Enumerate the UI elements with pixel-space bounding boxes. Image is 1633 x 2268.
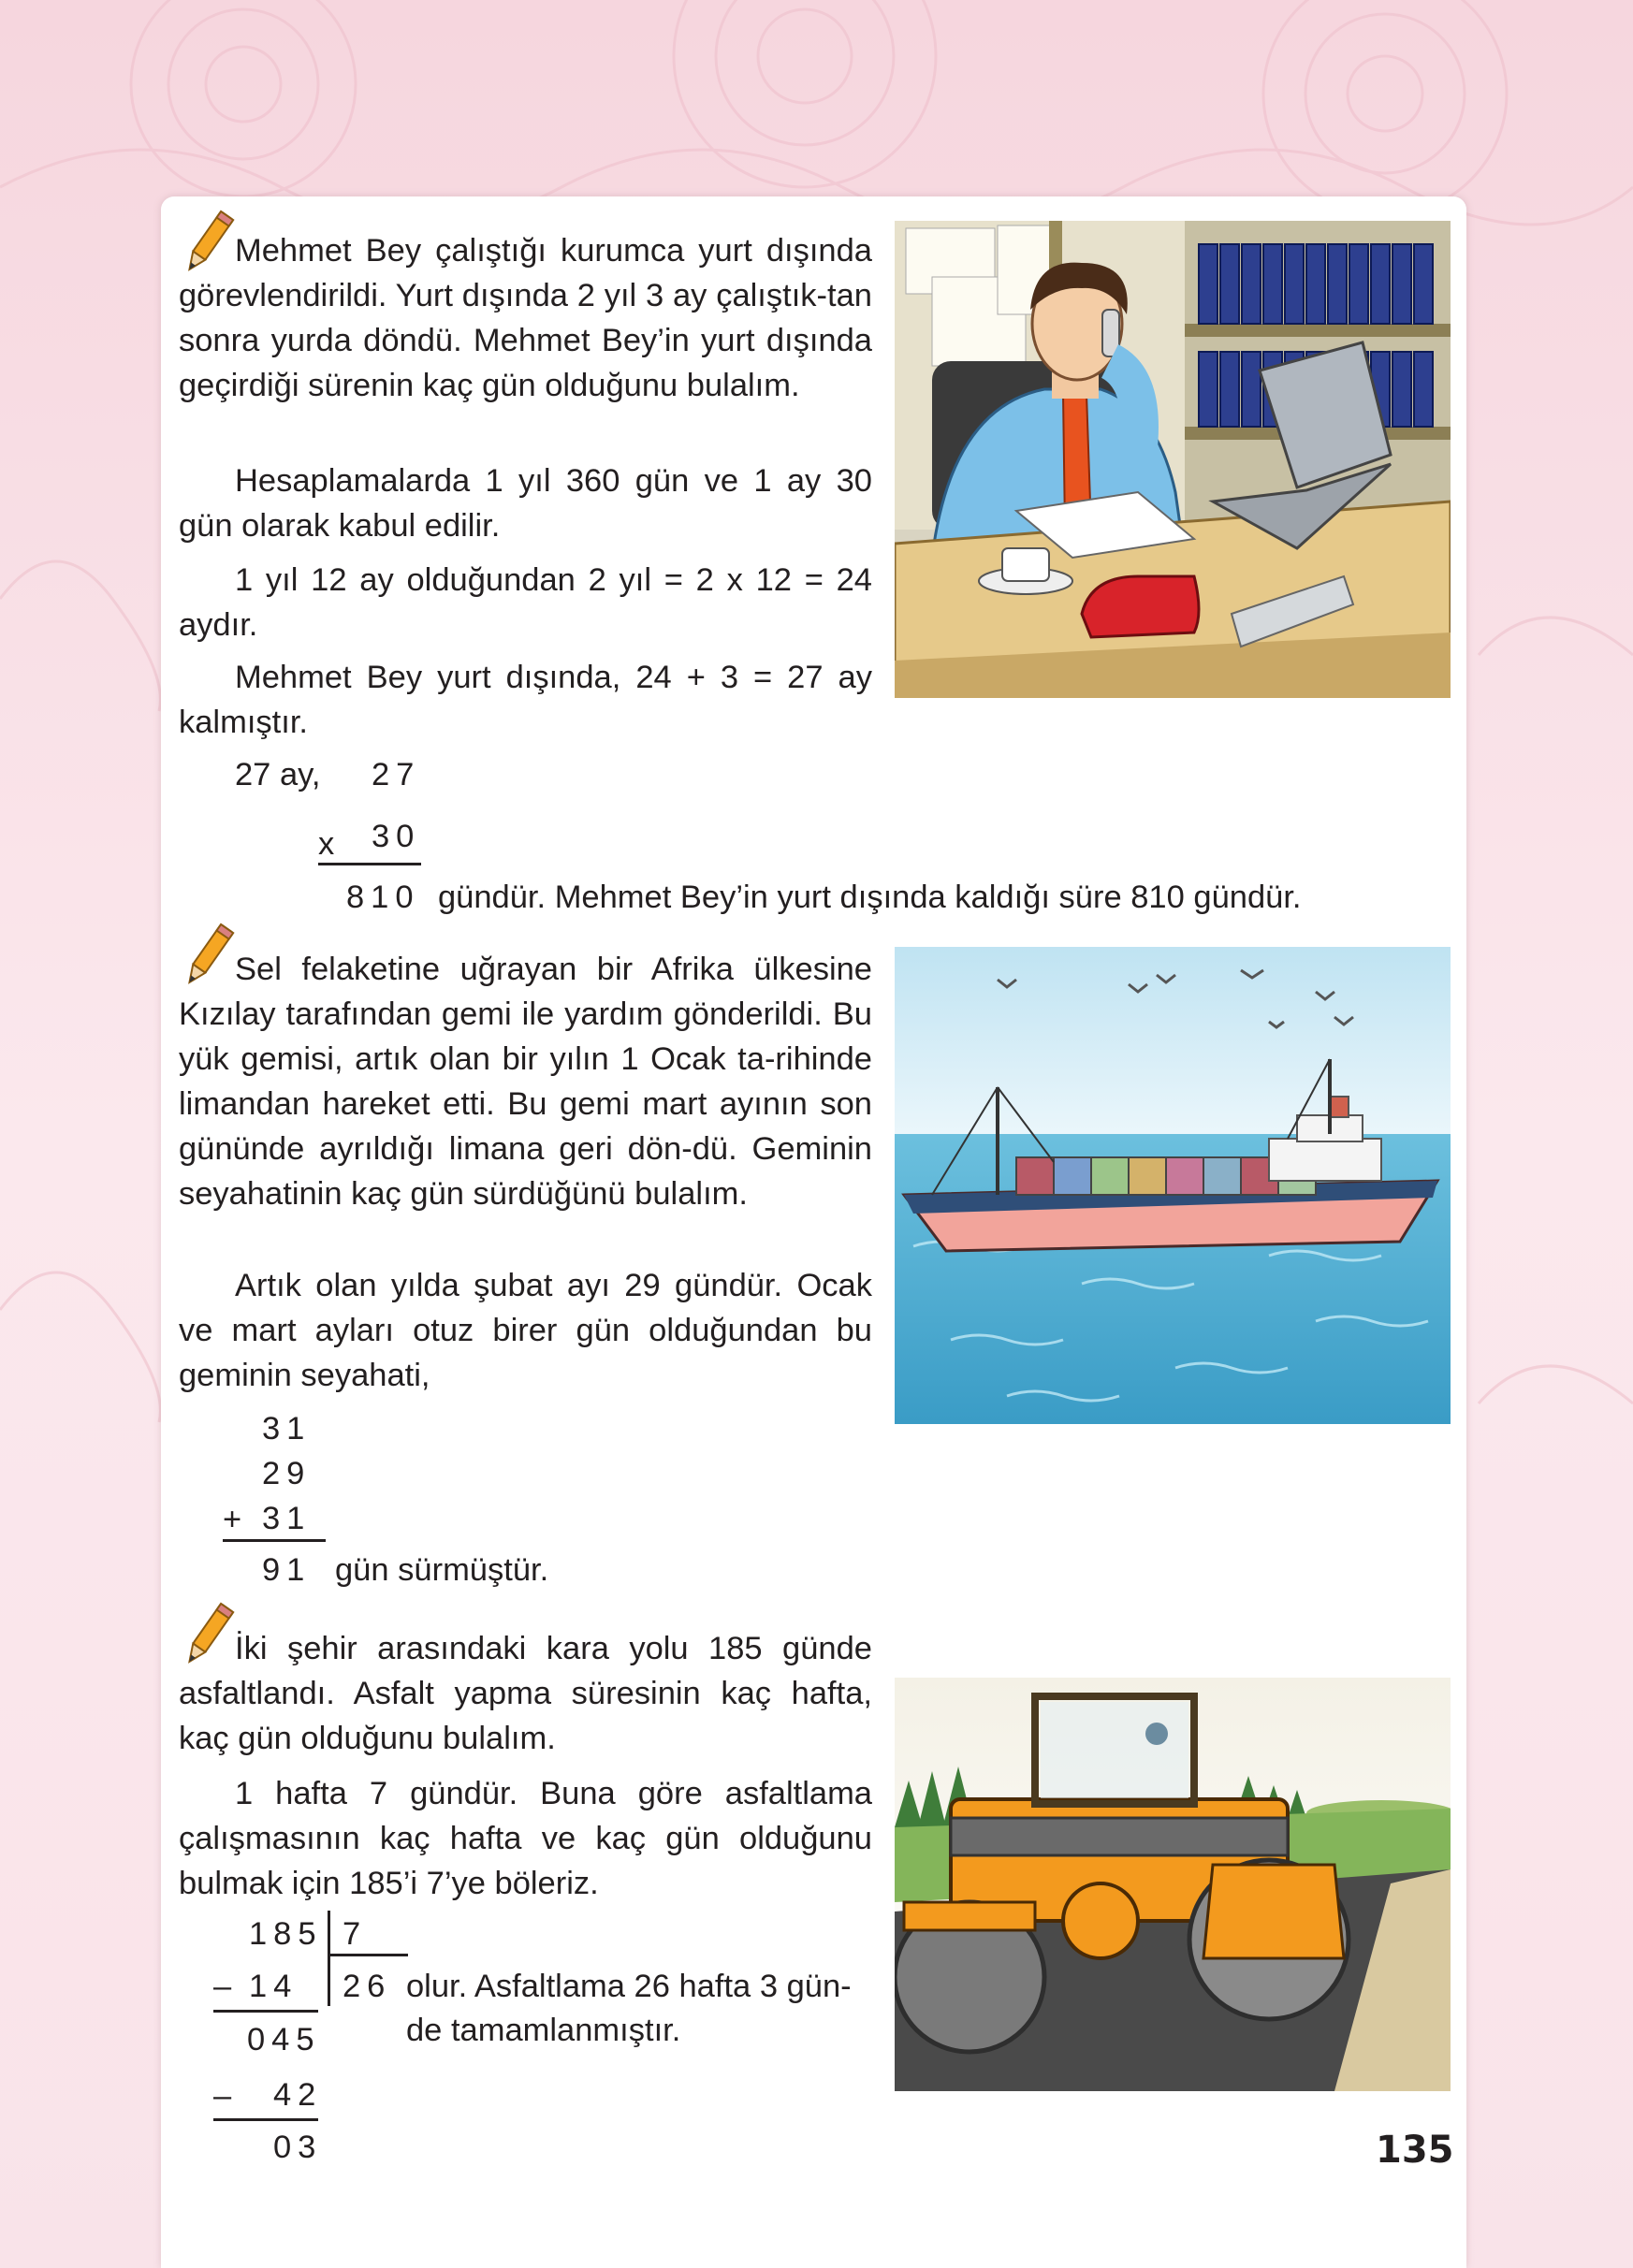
- calc2-addend-3: 31: [262, 1501, 312, 1536]
- division-quotient: 26: [343, 1969, 392, 2004]
- division-remainder-1: 045: [247, 2022, 321, 2057]
- problem1-total-months: Mehmet Bey yurt dışında, 24 + 3 = 27 ay kalmıştır.: [179, 660, 872, 740]
- office-man-illustration: [895, 221, 1451, 698]
- problem2-explanation: Artık olan yılda şubat ayı 29 gündür. Ocak ve mart ayları otuz birer gün olduğundan bu geminin seyahati,: [179, 1268, 872, 1393]
- division-divisor: 7: [343, 1916, 361, 1952]
- division-divisor-rule: [328, 1954, 408, 1956]
- division-sub-2: 42: [273, 2077, 323, 2113]
- division-remainder-2: 03: [273, 2130, 323, 2165]
- division-minus-1: –: [213, 1969, 232, 2004]
- problem1-assumption: Hesaplamalarda 1 yıl 360 gün ve 1 ay 30 gün olarak kabul edilir.: [179, 463, 872, 544]
- problem2-intro: Sel felaketine uğrayan bir Afrika ülkesine Kızılay tarafından gemi ile yardım gönderildi. Bu yük gemisi, artık olan bir yılın 1 Ocak ta-rihinde limandan hareket etti. Bu gemi mart ayının son gününde ayrıldığı limana geri dön-dü. Geminin seyahatinin kaç gün sürdüğünü bulalım.: [179, 952, 872, 1212]
- problem1-months: 1 yıl 12 ay olduğundan 2 yıl = 2 x 12 = 24 aydır.: [179, 562, 872, 643]
- division-sub-1: 14: [249, 1969, 299, 2004]
- calc1-multiplicand: 27: [372, 757, 421, 792]
- calc1-operator: x: [318, 826, 335, 862]
- calc2-rule: [223, 1539, 326, 1542]
- calc1-result-text: gündür. Mehmet Bey’in yurt dışında kaldığı süre 810 gündür.: [438, 880, 1302, 915]
- problem1-intro: Mehmet Bey çalıştığı kurumca yurt dışında görevlendirildi. Yurt dışında 2 yıl 3 ay çalıştık-tan sonra yurda döndü. Mehmet Bey’in yurt dışında geçirdiği sürenin kaç gün olduğunu bulalım.: [179, 233, 872, 403]
- division-rule-2: [213, 2118, 318, 2121]
- calc2-addend-1: 31: [262, 1411, 312, 1447]
- calc1-multiplier: 30: [372, 819, 421, 854]
- division-rule-1: [213, 2010, 318, 2013]
- calc2-addend-2: 29: [262, 1456, 312, 1491]
- calc1-result: 810: [346, 880, 420, 915]
- problem3-intro: İki şehir arasındaki kara yolu 185 günde asfaltlandı. Asfalt yapma süresinin kaç hafta, kaç gün olduğunu bulalım.: [179, 1631, 872, 1756]
- road-roller-illustration: [895, 1678, 1451, 2091]
- cargo-ship-illustration: [895, 947, 1451, 1424]
- calc1-rule: [318, 863, 421, 865]
- division-dividend: 185: [249, 1916, 323, 1952]
- division-text-1: olur. Asfaltlama 26 hafta 3 gün-: [406, 1969, 852, 2004]
- page-number: 135: [1376, 2129, 1454, 2172]
- calc1-label: 27 ay,: [235, 757, 321, 792]
- division-vertical-rule: [328, 1911, 330, 2006]
- division-minus-2: –: [213, 2078, 232, 2114]
- calc2-result-text: gün sürmüştür.: [335, 1552, 549, 1588]
- calc2-result: 91: [262, 1552, 312, 1588]
- division-text-2: de tamamlanmıştır.: [406, 2013, 681, 2048]
- calc2-operator: +: [223, 1502, 242, 1537]
- problem3-explanation: 1 hafta 7 gündür. Buna göre asfaltlama çalışmasının kaç hafta ve kaç gün olduğunu bulmak için 185’i 7’ye böleriz.: [179, 1776, 872, 1901]
